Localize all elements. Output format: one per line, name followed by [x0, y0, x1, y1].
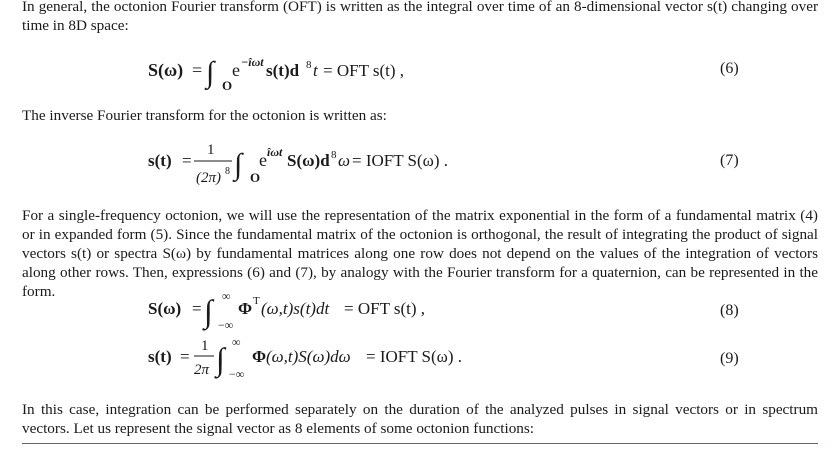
eq6-lower-limit: O: [222, 78, 233, 93]
paragraph-intro-oft: In general, the octonion Fourier transform (OFT) is written as the integral over time of an 8-dimensional vector s(t) changing over time in 8D space:: [22, 0, 818, 34]
eq7-frac-denominator: (2π): [196, 170, 222, 186]
eq6-diff-power: 8: [306, 59, 312, 71]
eq6-exp-base: e: [232, 60, 240, 80]
equation-9: [0, 330, 838, 386]
eq9-integral-sign: ∫: [216, 341, 225, 377]
eq9-body: (ω,t)S(ω)dω: [266, 347, 351, 366]
eq7-diff-power: 8: [331, 149, 337, 161]
eq7-lhs: s(t): [148, 151, 172, 170]
eq7-diff-var: ω: [338, 151, 351, 170]
eq6-lhs: S(ω): [148, 60, 184, 80]
equation-7-number: (7): [720, 152, 739, 169]
eq7-equals: =: [182, 151, 192, 170]
eq6-exp-power: −îωt: [241, 55, 264, 69]
eq8-phi: Φ: [238, 299, 253, 318]
eq8-lower-limit: −∞: [218, 318, 234, 332]
eq7-frac-numerator: 1: [207, 142, 215, 158]
eq7-lower-limit: O: [250, 170, 261, 185]
eq9-equals: =: [180, 347, 190, 366]
equation-9-number: (9): [720, 350, 739, 367]
eq7-body: S(ω)d: [287, 151, 330, 170]
eq8-equals: =: [192, 299, 202, 318]
eq7-exp-power: îωt: [267, 145, 283, 159]
eq8-upper-limit: ∞: [222, 289, 231, 303]
equation-7: [0, 132, 838, 196]
eq7-rhs: = IOFT S(ω) .: [352, 151, 449, 170]
eq6-diff-var: t: [313, 61, 318, 80]
eq6-equals: =: [192, 60, 203, 80]
eq6-rhs: = OFT s(t) ,: [323, 61, 405, 80]
paragraph-single-frequency: For a single-frequency octonion, we will use the representation of the matrix exponential in the form of a fundamental matrix (4) or in expanded form (5). Since the fundamental matrix of the octonion is orthogonal, the result of integrating the product of signal vectors s(t) or spectra S(ω) by fundamental matrices along one row does not depend on the values of the integration of vectors along other rows. Then, expressions (6) and (7), by analogy with the Fourier transform for a quaternion, can be represented in the form.: [22, 207, 818, 300]
equation-6-number: (6): [720, 60, 739, 77]
eq9-phi: Φ: [252, 347, 267, 366]
eq8-integral-sign: ∫: [204, 293, 213, 329]
eq9-frac-denominator: 2π: [194, 362, 210, 378]
eq9-lower-limit: −∞: [229, 367, 245, 381]
equation-6-formula: [0, 40, 600, 96]
eq9-upper-limit: ∞: [232, 335, 241, 349]
equation-6: [0, 40, 838, 96]
eq7-integral-sign: ∫: [234, 148, 243, 181]
equation-8-number: (8): [720, 302, 739, 319]
equation-7-formula: [0, 132, 600, 196]
footer-rule: [22, 443, 818, 444]
eq8-rhs: = OFT s(t) ,: [344, 299, 426, 318]
eq9-rhs: = IOFT S(ω) .: [366, 347, 463, 366]
eq7-exp-base: e: [259, 150, 267, 170]
paragraph-inverse-oft: The inverse Fourier transform for the octonion is written as:: [22, 107, 387, 124]
eq6-body: s(t)d: [266, 61, 300, 80]
eq6-integral-sign: ∫: [206, 56, 215, 89]
paragraph-integration-case: In this case, integration can be performed separately on the duration of the analyzed pulses in signal vectors or in spectrum vectors. Let us represent the signal vector as 8 elements of some octonion functions:: [22, 401, 818, 437]
equation-8: [0, 284, 838, 332]
eq8-body: (ω,t)s(t)dt: [261, 299, 330, 318]
eq9-frac-numerator: 1: [201, 338, 209, 354]
eq9-lhs: s(t): [148, 347, 172, 366]
equation-9-formula: [0, 330, 600, 386]
eq8-lhs: S(ω): [148, 299, 182, 318]
eq8-phi-power: T: [253, 295, 260, 307]
eq7-frac-den-power: 8: [225, 166, 230, 177]
equation-8-formula: [0, 284, 600, 332]
